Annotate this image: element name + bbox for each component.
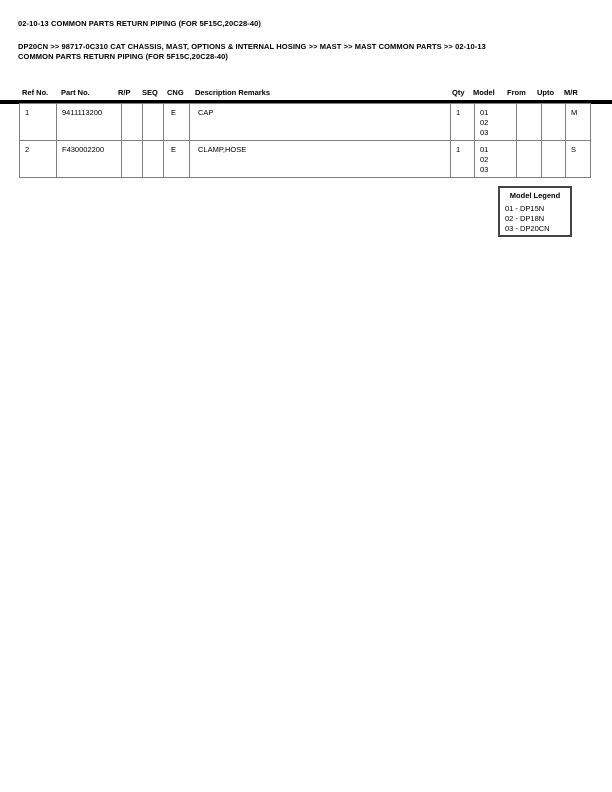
page-title: 02-10-13 COMMON PARTS RETURN PIPING (FOR 5F15C,20C28-40) xyxy=(18,19,262,28)
model-code: 03 xyxy=(480,128,489,137)
cell-description: CAP xyxy=(190,104,451,141)
cell-mr: S xyxy=(566,141,591,178)
header-model: Model xyxy=(473,88,495,97)
cell-qty: 1 xyxy=(451,141,475,178)
breadcrumb: DP20CN >> 98717-0C310 CAT CHASSIS, MAST, OPTIONS & INTERNAL HOSING >> MAST >> MAST COMMON PARTS >> 02-10-13 COMMON PARTS RETURN PIPING (FOR 5F15C,20C28-40) xyxy=(18,42,486,61)
model-legend-title: Model Legend xyxy=(509,191,561,200)
model-legend-items xyxy=(500,204,570,234)
model-code: 01 xyxy=(480,108,489,117)
model-legend-box xyxy=(498,186,572,237)
cell-mr: M xyxy=(566,104,591,141)
cell-from xyxy=(517,141,542,178)
cell-cng: E xyxy=(164,104,190,141)
cell-model xyxy=(475,104,517,141)
cell-ref-no: 1 xyxy=(20,104,57,141)
header-ref-no: Ref No. xyxy=(22,88,49,97)
cell-part-no: F430002200 xyxy=(57,141,122,178)
parts-table xyxy=(19,103,591,178)
legend-item: 02 - DP18N xyxy=(505,214,545,223)
legend-item: 01 - DP15N xyxy=(505,204,545,213)
header-upto: Upto xyxy=(537,88,555,97)
header-qty: Qty xyxy=(452,88,465,97)
cell-rp xyxy=(122,104,143,141)
header-cng: CNG xyxy=(167,88,184,97)
cell-from xyxy=(517,104,542,141)
header-seq: SEQ xyxy=(142,88,158,97)
header-description: Description Remarks xyxy=(195,88,271,97)
cell-qty: 1 xyxy=(451,104,475,141)
model-code: 03 xyxy=(480,165,489,174)
model-code: 01 xyxy=(480,145,489,154)
cell-ref-no: 2 xyxy=(20,141,57,178)
cell-upto xyxy=(542,104,566,141)
cell-description: CLAMP,HOSE xyxy=(190,141,451,178)
table-row xyxy=(20,141,591,178)
header-mr: M/R xyxy=(564,88,578,97)
cell-cng: E xyxy=(164,141,190,178)
cell-upto xyxy=(542,141,566,178)
header-part-no: Part No. xyxy=(61,88,90,97)
header-from: From xyxy=(507,88,526,97)
cell-seq xyxy=(143,104,164,141)
table-row xyxy=(20,104,591,141)
header-rp: R/P xyxy=(118,88,131,97)
model-code: 02 xyxy=(480,155,489,164)
legend-item: 03 - DP20CN xyxy=(505,224,550,233)
cell-rp xyxy=(122,141,143,178)
cell-part-no: 9411113200 xyxy=(57,104,122,141)
cell-model xyxy=(475,141,517,178)
cell-seq xyxy=(143,141,164,178)
model-code: 02 xyxy=(480,118,489,127)
